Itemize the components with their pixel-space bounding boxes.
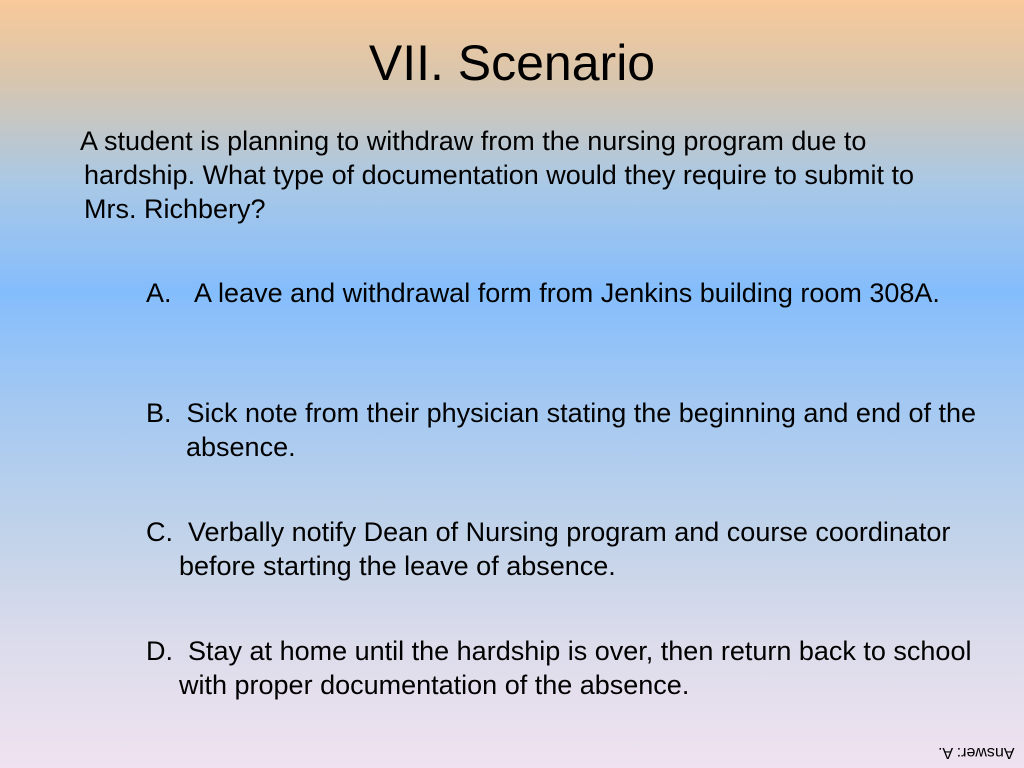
option-b-letter: B. (146, 398, 172, 428)
option-a-text: A leave and withdrawal form from Jenkins building room 308A. (194, 278, 940, 308)
option-d-text: Stay at home until the hardship is over, then return back to school with proper documentation of the absence. (179, 636, 972, 700)
option-d (146, 634, 979, 702)
option-a-letter: A. (146, 278, 172, 308)
option-d-letter: D. (146, 636, 173, 666)
slide-title: VII. Scenario (368, 35, 656, 91)
option-b (146, 396, 986, 464)
upside-down-answer-note: Answer: A. (937, 744, 1014, 761)
option-b-text: Sick note from their physician stating the beginning and end of the absence. (186, 398, 977, 462)
option-c (146, 515, 979, 583)
option-c-text: Verbally notify Dean of Nursing program and course coordinator before starting the leave of absence. (179, 517, 951, 581)
option-c-letter: C. (146, 517, 173, 547)
question-text: A student is planning to withdraw from the nursing program due to hardship. What type of documentation would they require to submit to Mrs. Richbery? (80, 126, 914, 224)
option-a (146, 276, 996, 310)
